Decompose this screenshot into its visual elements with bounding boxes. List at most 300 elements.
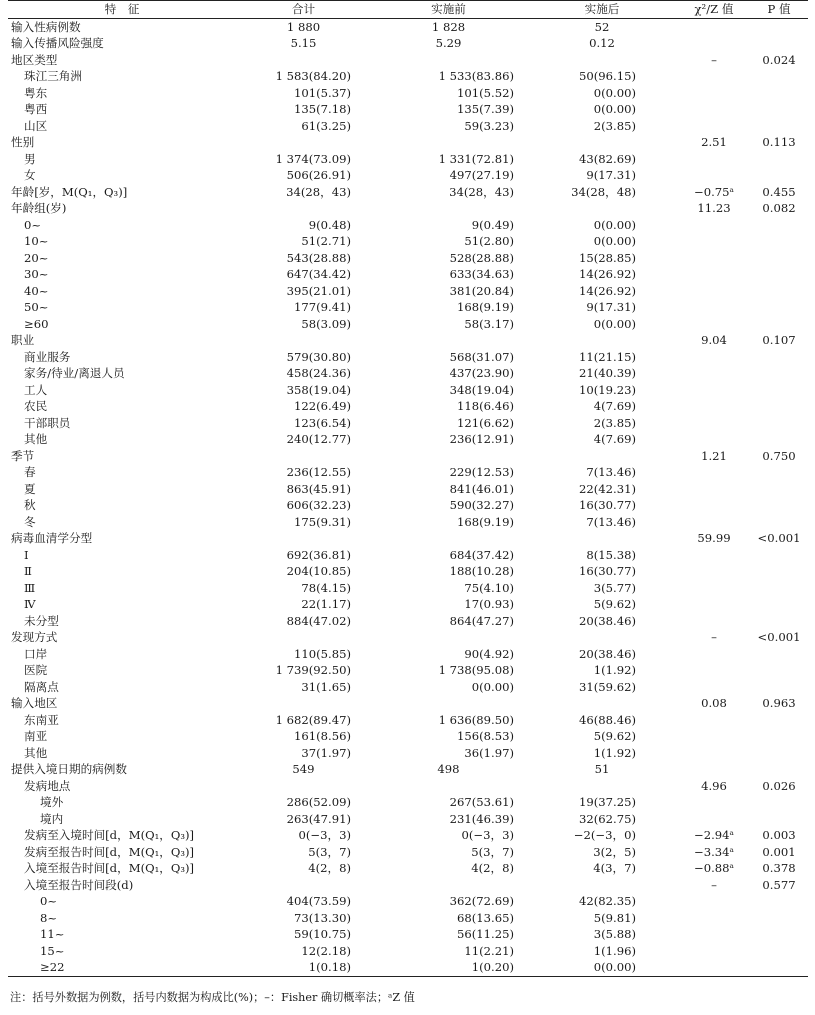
cell-total: 236(12.55): [286, 465, 351, 479]
cell-stat: [678, 811, 750, 828]
cell-total: 358(19.04): [286, 382, 351, 397]
cell-feature: 家务/待业/离退人员: [24, 366, 125, 380]
cell-total: 543(28.88): [286, 250, 351, 265]
cell-total: 240(12.77): [286, 432, 351, 446]
cell-after: 19(37.25): [579, 795, 636, 809]
cell-feature: 地区类型: [11, 52, 58, 67]
cell-stat: [678, 959, 750, 976]
cell-after: 32(62.75): [579, 811, 636, 826]
cell-p: <0.001: [757, 630, 801, 644]
cell-p: [750, 794, 808, 811]
cell-p: 0.026: [762, 778, 796, 793]
cell-before: [371, 52, 526, 69]
cell-feature: 山区: [24, 118, 48, 133]
cell-before: [371, 877, 526, 894]
cell-after: 4(7.69): [593, 399, 636, 413]
cell-feature: 职业: [11, 333, 35, 347]
cell-p: [750, 250, 808, 267]
cell-total: 692(36.81): [286, 547, 351, 562]
cell-p: [750, 497, 808, 514]
cell-feature: 30~: [24, 267, 49, 281]
cell-total: 1 739(92.50): [275, 663, 351, 677]
cell-stat: [678, 481, 750, 498]
cell-total: 122(6.49): [294, 399, 351, 413]
cell-before: 58(3.17): [464, 316, 514, 331]
cell-after: 16(30.77): [579, 498, 636, 512]
table-body: [8, 18, 808, 976]
cell-stat: 9.04: [701, 333, 727, 347]
cell-after: 22(42.31): [579, 481, 636, 496]
cell-feature: 15~: [40, 943, 65, 958]
cell-before: [371, 200, 526, 217]
cell-p: [750, 679, 808, 696]
cell-stat: [678, 596, 750, 613]
cell-stat: 0.08: [701, 696, 727, 710]
cell-after: 5(9.81): [593, 910, 636, 925]
cell-after: 0(0.00): [593, 85, 636, 100]
cell-before: 528(28.88): [449, 250, 514, 265]
cell-stat: [678, 365, 750, 382]
table-row: [8, 365, 808, 382]
cell-feature: 粤东: [24, 85, 48, 100]
cell-total: 579(30.80): [286, 349, 351, 364]
cell-stat: [678, 464, 750, 481]
cell-total: [236, 695, 371, 712]
cell-p: [750, 233, 808, 250]
cell-stat: [678, 151, 750, 168]
cell-p: [750, 217, 808, 234]
cell-before: 168(9.19): [457, 514, 514, 529]
cell-after: 21(40.39): [579, 366, 636, 380]
cell-after: 52: [594, 19, 610, 34]
table-row: [8, 167, 808, 184]
cell-total: [236, 332, 371, 349]
cell-total: [236, 134, 371, 151]
table-row: [8, 530, 808, 547]
cell-after: 9(17.31): [586, 300, 636, 314]
cell-after: [526, 778, 678, 795]
cell-p: [750, 398, 808, 415]
cell-feature: 40~: [24, 283, 49, 298]
cell-stat: [678, 398, 750, 415]
header-total: 合计: [236, 1, 371, 19]
table-footnote: 注：括号外数据为例数，括号内数据为构成比(%)；–：Fisher 确切概率法；ᵃZ 值: [10, 991, 415, 1004]
cell-total: 263(47.91): [286, 811, 351, 826]
header-before: 实施前: [371, 1, 526, 19]
cell-before: 1(0.20): [371, 959, 526, 976]
cell-total: [236, 778, 371, 795]
table-row: [8, 761, 808, 778]
cell-p: [750, 910, 808, 927]
table-row: [8, 547, 808, 564]
cell-before: 90(4.92): [464, 646, 514, 661]
cell-after: 50(96.15): [579, 69, 636, 83]
cell-stat: −0.88ᵃ: [693, 861, 734, 875]
table-row: [8, 910, 808, 927]
cell-p: 0.107: [762, 333, 796, 347]
cell-total: 51(2.71): [301, 234, 351, 248]
table-row: [8, 596, 808, 613]
table-row: [8, 926, 808, 943]
cell-feature: 境外: [40, 795, 64, 809]
table-row: [8, 481, 808, 498]
cell-stat: [678, 382, 750, 399]
cell-before: [371, 695, 526, 712]
cell-before: [371, 332, 526, 349]
cell-total: 4(2，8): [308, 861, 351, 875]
table-row: [8, 662, 808, 679]
cell-stat: [678, 283, 750, 300]
cell-after: 2(3.85): [593, 118, 636, 133]
cell-before: 68(13.65): [457, 910, 514, 925]
table-row: [8, 316, 808, 333]
cell-total: [236, 877, 371, 894]
cell-before: 1 331(72.81): [438, 151, 514, 166]
cell-feature: ≥60: [24, 316, 49, 331]
cell-total: 0(−3，3): [298, 828, 351, 842]
cell-p: [750, 349, 808, 366]
cell-stat: [678, 85, 750, 102]
cell-p: 0.113: [762, 135, 796, 149]
cell-stat: [678, 415, 750, 432]
cell-stat: −0.75ᵃ: [693, 184, 734, 199]
cell-before: [371, 448, 526, 465]
cell-feature: 秋: [24, 498, 36, 512]
cell-stat: [678, 580, 750, 597]
cell-before: 267(53.61): [449, 795, 514, 809]
cell-p: 0.378: [762, 861, 796, 875]
cell-stat: −2.94ᵃ: [693, 828, 734, 842]
table-row: [8, 844, 808, 861]
cell-p: [750, 85, 808, 102]
cell-stat: [678, 233, 750, 250]
cell-total: 161(8.56): [294, 729, 351, 743]
cell-feature: 东南亚: [24, 712, 59, 727]
cell-before: 5.29: [435, 36, 462, 50]
cell-before: 59(3.23): [464, 118, 514, 133]
cell-feature: 境内: [40, 811, 64, 826]
cell-stat: 4.96: [701, 778, 727, 793]
cell-before: 1 828: [431, 19, 466, 34]
table-row: [8, 118, 808, 135]
cell-p: [750, 959, 808, 976]
cell-total: 5.15: [290, 36, 317, 50]
cell-feature: Ⅰ: [24, 547, 29, 562]
cell-before: [371, 530, 526, 547]
table-row: [8, 448, 808, 465]
cell-total: 12(2.18): [301, 943, 351, 958]
cell-after: [526, 448, 678, 465]
cell-stat: [678, 349, 750, 366]
table-row: [8, 646, 808, 663]
cell-stat: 11.23: [697, 201, 731, 215]
cell-after: 7(13.46): [586, 514, 636, 529]
cell-p: [750, 745, 808, 762]
cell-before: 590(32.27): [449, 498, 514, 512]
cell-p: 0.024: [762, 52, 796, 67]
cell-p: [750, 167, 808, 184]
table-row: [8, 382, 808, 399]
table-row: [8, 233, 808, 250]
cell-p: [750, 101, 808, 118]
cell-before: 633(34.63): [449, 267, 514, 281]
cell-after: [526, 877, 678, 894]
cell-p: [750, 514, 808, 531]
cell-stat: 59.99: [697, 531, 731, 545]
cell-after: 0.12: [589, 36, 615, 50]
cell-stat: 1.21: [701, 448, 727, 463]
cell-after: 20(38.46): [579, 613, 636, 628]
cell-feature: Ⅲ: [24, 580, 36, 595]
cell-p: 0.577: [762, 877, 796, 892]
table-row: [8, 811, 808, 828]
cell-stat: [678, 217, 750, 234]
table-row: [8, 332, 808, 349]
cell-total: 458(24.36): [286, 366, 351, 380]
cell-total: 286(52.09): [286, 795, 351, 809]
cell-before: 497(27.19): [449, 168, 514, 182]
header-row: [8, 1, 808, 19]
table-row: [8, 497, 808, 514]
cell-feature: 隔离点: [24, 679, 59, 694]
cell-feature: 其他: [24, 745, 48, 760]
header-after: 实施后: [526, 1, 678, 19]
table-row: [8, 200, 808, 217]
cell-after: 4(3，7): [593, 861, 636, 875]
cell-before: 684(37.42): [449, 547, 514, 562]
cell-after: 3(2，5): [593, 844, 636, 859]
cell-before: 36(1.97): [464, 745, 514, 760]
cell-total: 204(10.85): [286, 564, 351, 578]
cell-feature: 发现方式: [11, 630, 58, 644]
table-row: [8, 101, 808, 118]
cell-total: 1(0.18): [236, 959, 371, 976]
cell-after: 8(15.38): [586, 547, 636, 562]
cell-total: 59(10.75): [294, 927, 351, 941]
table-row: [8, 415, 808, 432]
cell-stat: [678, 514, 750, 531]
cell-before: 231(46.39): [449, 811, 514, 826]
table-row: [8, 613, 808, 630]
cell-before: 75(4.10): [464, 580, 514, 595]
table-row: [8, 778, 808, 795]
cell-p: [750, 18, 808, 35]
cell-after: 5(9.62): [593, 729, 636, 743]
table-row: [8, 860, 808, 877]
cell-stat: [678, 431, 750, 448]
cell-p: [750, 580, 808, 597]
cell-before: 229(12.53): [449, 465, 514, 479]
cell-feature: 输入性病例数: [11, 19, 81, 34]
cell-stat: [678, 266, 750, 283]
cell-after: 0(0.00): [593, 316, 636, 331]
cell-after: 16(30.77): [579, 564, 636, 578]
cell-stat: [678, 299, 750, 316]
cell-p: [750, 893, 808, 910]
table-row: [8, 893, 808, 910]
cell-after: 2(3.85): [593, 415, 636, 430]
cell-p: [750, 481, 808, 498]
cell-total: 22(1.17): [301, 597, 351, 611]
cell-before: 156(8.53): [457, 729, 514, 743]
cell-feature: 其他: [24, 432, 48, 446]
table-row: [8, 877, 808, 894]
cell-after: 4(7.69): [593, 432, 636, 446]
data-table: [8, 0, 808, 977]
cell-feature: 工人: [24, 382, 48, 397]
cell-before: 0(−3，3): [461, 828, 514, 842]
table-row: [8, 431, 808, 448]
cell-total: 58(3.09): [301, 316, 351, 331]
cell-p: [750, 563, 808, 580]
table-row: [8, 712, 808, 729]
cell-total: 37(1.97): [301, 745, 351, 760]
cell-p: [750, 151, 808, 168]
cell-feature: 医院: [24, 663, 48, 677]
cell-total: 1 682(89.47): [275, 712, 351, 727]
cell-stat: [678, 563, 750, 580]
cell-p: 0.082: [762, 201, 796, 215]
table-row: [8, 151, 808, 168]
cell-after: 1(1.96): [593, 943, 636, 958]
table-row: [8, 283, 808, 300]
cell-stat: 2.51: [701, 135, 727, 149]
cell-stat: −3.34ᵃ: [693, 844, 734, 859]
cell-feature: 0~: [24, 217, 42, 232]
cell-stat: [678, 926, 750, 943]
cell-stat: [678, 497, 750, 514]
cell-before: 498: [437, 762, 460, 776]
cell-p: [750, 728, 808, 745]
cell-after: 0(0.00): [593, 217, 636, 232]
cell-feature: 11~: [40, 927, 65, 941]
cell-stat: [678, 118, 750, 135]
cell-after: 15(28.85): [579, 250, 636, 265]
cell-before: 11(2.21): [464, 943, 514, 958]
cell-total: 101(5.37): [294, 85, 351, 100]
cell-after: 0(0.00): [526, 959, 678, 976]
cell-p: [750, 613, 808, 630]
cell-total: 647(34.42): [286, 267, 351, 281]
table-row: [8, 464, 808, 481]
cell-after: 0(0.00): [593, 234, 636, 248]
table-row: [8, 695, 808, 712]
cell-after: 1(1.92): [593, 745, 636, 760]
cell-feature: 提供入境日期的病例数: [11, 762, 127, 776]
cell-before: 4(2，8): [471, 861, 514, 875]
cell-p: [750, 35, 808, 52]
cell-stat: [678, 679, 750, 696]
cell-before: 362(72.69): [449, 894, 514, 908]
cell-before: 841(46.01): [449, 481, 514, 496]
cell-after: 11(21.15): [579, 349, 636, 364]
cell-feature: 商业服务: [24, 349, 71, 364]
cell-total: 177(9.41): [294, 300, 351, 314]
cell-before: 864(47.27): [449, 613, 514, 628]
cell-after: 10(19.23): [579, 382, 636, 397]
cell-after: [526, 52, 678, 69]
cell-feature: 入境至报告时间[d，M(Q₁，Q₃)]: [24, 861, 195, 875]
table-row: [8, 266, 808, 283]
cell-stat: –: [711, 52, 717, 67]
cell-p: [750, 266, 808, 283]
cell-before: 0(0.00): [471, 679, 514, 694]
cell-before: 188(10.28): [449, 564, 514, 578]
cell-stat: [678, 68, 750, 85]
cell-total: [236, 52, 371, 69]
cell-before: 5(3，7): [471, 844, 514, 859]
table-row: [8, 398, 808, 415]
cell-p: [750, 761, 808, 778]
table-row: [8, 217, 808, 234]
cell-after: [526, 332, 678, 349]
cell-before: 135(7.39): [457, 102, 514, 116]
cell-after: 0(0.00): [593, 102, 636, 116]
cell-stat: [678, 712, 750, 729]
cell-before: 1 533(83.86): [438, 69, 514, 83]
cell-p: 0.455: [762, 184, 796, 199]
table-row: [8, 52, 808, 69]
cell-feature: 冬: [24, 514, 36, 529]
cell-feature: 粤西: [24, 102, 48, 116]
cell-p: [750, 596, 808, 613]
cell-after: 14(26.92): [579, 283, 636, 298]
cell-p: [750, 68, 808, 85]
cell-stat: [678, 662, 750, 679]
cell-p: [750, 464, 808, 481]
cell-after: 7(13.46): [586, 465, 636, 479]
cell-before: 51(2.80): [464, 234, 514, 248]
cell-stat: [678, 167, 750, 184]
cell-before: 34(28，43): [449, 184, 514, 199]
cell-p: [750, 382, 808, 399]
cell-p: [750, 811, 808, 828]
cell-feature: 入境至报告时间段(d): [24, 877, 134, 892]
cell-total: 31(1.65): [301, 679, 351, 694]
cell-after: [526, 134, 678, 151]
header-feature: 特 征: [8, 1, 236, 19]
cell-feature: 病毒血清学分型: [11, 531, 93, 545]
cell-before: [371, 629, 526, 646]
cell-after: 51: [594, 762, 610, 776]
cell-p: [750, 547, 808, 564]
table-row: [8, 184, 808, 201]
cell-feature: 发病至入境时间[d，M(Q₁，Q₃)]: [24, 828, 195, 842]
cell-feature: 输入传播风险强度: [11, 36, 104, 50]
table-row: [8, 250, 808, 267]
table-row: [8, 299, 808, 316]
cell-after: 31(59.62): [579, 679, 636, 694]
cell-feature: 口岸: [24, 646, 48, 661]
cell-stat: [678, 35, 750, 52]
cell-total: 135(7.18): [294, 102, 351, 116]
table-row: [8, 959, 808, 976]
cell-p: 0.750: [762, 448, 796, 463]
cell-stat: [678, 745, 750, 762]
cell-stat: [678, 18, 750, 35]
cell-p: [750, 926, 808, 943]
cell-total: 110(5.85): [294, 646, 351, 661]
cell-after: 42(82.35): [579, 894, 636, 908]
cell-feature: 发病地点: [24, 778, 71, 793]
cell-total: 506(26.91): [286, 168, 351, 182]
table-row: [8, 35, 808, 52]
cell-p: [750, 316, 808, 333]
cell-stat: [678, 728, 750, 745]
cell-before: 168(9.19): [457, 300, 514, 314]
table-row: [8, 629, 808, 646]
cell-feature: ≥22: [8, 959, 236, 976]
